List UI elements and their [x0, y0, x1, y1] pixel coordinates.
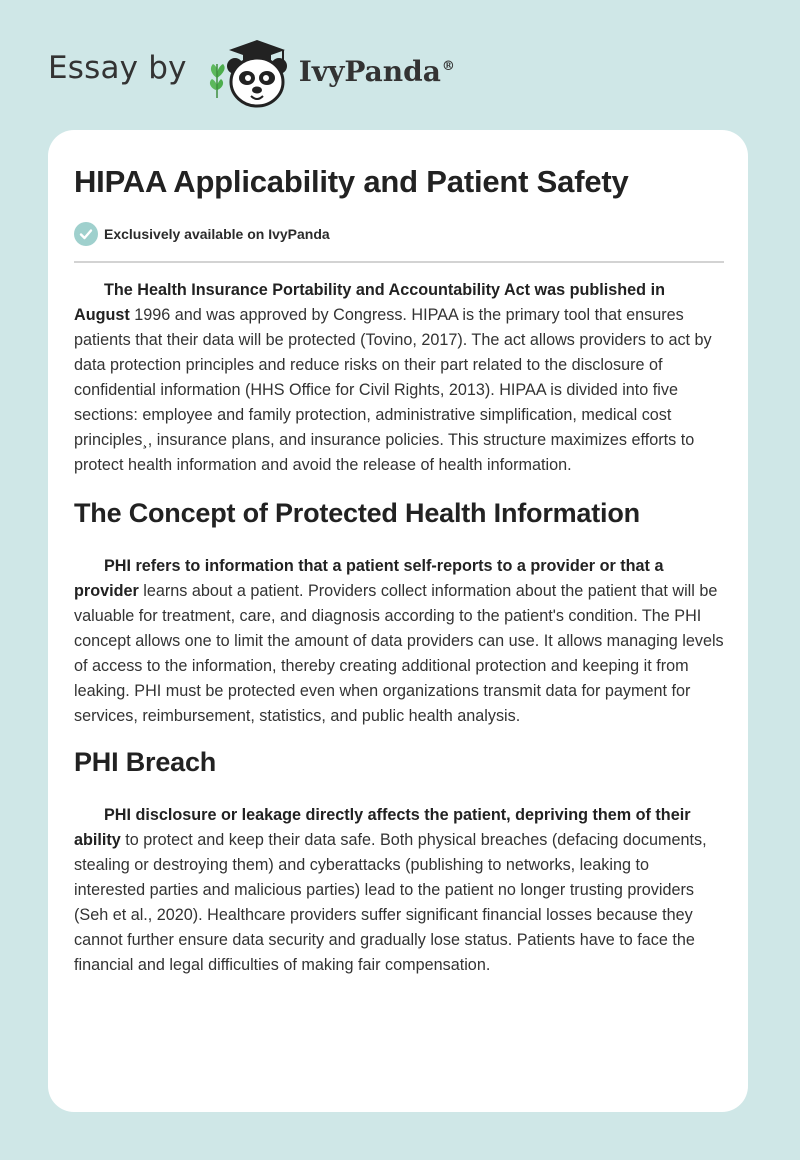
- paragraph-phi-concept: [74, 554, 724, 729]
- ivy-leaf-icon: [210, 64, 225, 98]
- brand-name-text: IvyPanda: [298, 54, 441, 88]
- paragraph-body: 1996 and was approved by Congress. HIPAA is the primary tool that ensures patients that their data will be protected (Tovino, 2017). The act allows providers to act by data protection principles and reduce risks on their part related to the disclosure of confidential information (HHS Office for Civil Rights, 2013). HIPAA is divided into five sections: employee and family protection, administrative simplification, medical cost principles¸, insurance plans, and insurance policies. This structure maximizes efforts to protect health information and avoid the release of health information.: [74, 306, 712, 474]
- section-heading-phi-concept: The Concept of Protected Health Information: [74, 498, 640, 528]
- paragraph-body: learns about a patient. Providers collect information about the patient that will be valuable for treatment, care, and diagnosis according to the patient's condition. The PHI concept allows one to limit the amount of data providers can use. It allows managing levels of access to the information, thereby creating additional protection and keeping it from leaking. PHI must be protected even when organizations transmit data for payment for services, reimbursement, statistics, and public health analysis.: [74, 582, 724, 725]
- brand-registered-mark: ®: [441, 59, 455, 75]
- brand-name: [299, 55, 455, 88]
- paragraph-lead: PHI refers to information that a patient self-reports to a provider or that a provider: [74, 557, 664, 600]
- paragraph-intro: [74, 278, 724, 478]
- paragraph-phi-breach: [74, 803, 724, 978]
- brand-prefix: Essay by: [48, 50, 187, 86]
- availability-badge-label: Exclusively available on IvyPanda: [104, 226, 330, 242]
- title-divider: [74, 261, 724, 263]
- essay-content: [74, 278, 724, 978]
- paragraph-body: to protect and keep their data safe. Both physical breaches (defacing documents, stealing or destroying them) and cyberattacks (publishing to networks, leaking to interested parties and malicious parties) lead to the patient no longer trusting providers (Seh et al., 2020). Healthcare providers suffer significant financial losses because they cannot further ensure data security and gradually lose status. Patients have to face the financial and legal difficulties of making fair compensation.: [74, 831, 707, 974]
- essay-card: [48, 130, 748, 1112]
- brand-header: [48, 34, 455, 110]
- paragraph-lead: The Health Insurance Portability and Accountability Act was published in August: [74, 281, 665, 324]
- availability-badge: [74, 222, 330, 246]
- panda-logo-icon: [203, 34, 295, 110]
- page-title: HIPAA Applicability and Patient Safety: [74, 164, 629, 199]
- check-circle-icon: [74, 222, 98, 246]
- paragraph-lead: PHI disclosure or leakage directly affects the patient, depriving them of their ability: [74, 806, 691, 849]
- section-heading-phi-breach: PHI Breach: [74, 747, 217, 777]
